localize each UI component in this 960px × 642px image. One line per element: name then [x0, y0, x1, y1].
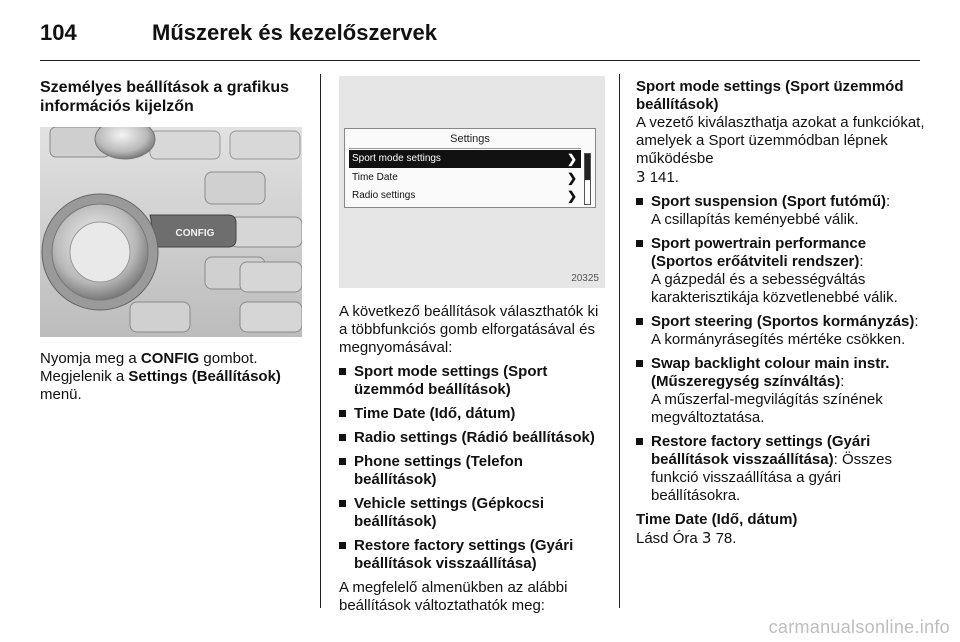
image-id: 20325	[571, 273, 599, 284]
page-ref-icon: 3	[636, 168, 646, 186]
section-heading: Személyes beállítások a grafikus információs kijelzőn	[40, 79, 290, 115]
list-item-text: Phone settings (Telefon beállítások)	[354, 453, 523, 488]
scrollbar-thumb	[585, 154, 590, 180]
bullet-square-icon	[339, 410, 346, 417]
chevron-right-icon: ❯	[566, 171, 577, 185]
column-divider-right	[619, 74, 620, 608]
menu-item-label: Time Date	[352, 172, 398, 183]
sport-intro-paragraph	[636, 114, 926, 187]
text-bold: Settings (Beállítások)	[128, 368, 281, 385]
list-item	[636, 313, 926, 349]
paragraph-settings-menu	[40, 368, 302, 404]
bullet-square-icon	[636, 318, 643, 325]
list-item-text: Restore factory settings (Gyári beállítások visszaállítása)	[354, 537, 574, 572]
menu-item-radio	[349, 187, 581, 205]
display-scrollbar	[584, 153, 591, 205]
list-item	[636, 355, 926, 427]
list-item-text: A műszerfal-megvilágítás színének megváltoztatása.	[651, 391, 883, 426]
list-item-text: Összes funkció visszaállítása a gyári beállításokra.	[651, 451, 892, 504]
list-item-title: Sport powertrain performance (Sportos erőátviteli rendszer)	[651, 235, 867, 270]
sport-options-list	[636, 193, 926, 505]
time-date-paragraph	[636, 529, 926, 548]
bullet-square-icon	[339, 500, 346, 507]
list-item-text: Sport mode settings (Sport üzemmód beállítások)	[354, 363, 548, 398]
section-heading-sport: Sport mode settings (Sport üzemmód beállítások)	[636, 78, 904, 113]
list-item	[339, 453, 605, 489]
text-run: Nyomja meg a	[40, 350, 141, 367]
paragraph-press-config	[40, 350, 302, 368]
list-item-title: Sport suspension (Sport futómű)	[651, 193, 886, 210]
page-title: Műszerek és kezelőszervek	[152, 20, 437, 45]
text-run: gombot.	[199, 350, 258, 367]
settings-display-image	[339, 76, 605, 288]
list-item-text: Time Date (Idő, dátum)	[354, 405, 516, 422]
text-run: :	[833, 451, 842, 468]
page-number: 104	[40, 20, 77, 45]
list-item	[636, 433, 926, 505]
bullet-square-icon	[339, 368, 346, 375]
text-run: Megjelenik a	[40, 368, 129, 385]
settings-list	[339, 363, 605, 573]
list-item-title: Swap backlight colour main instr. (Műszeregység színváltás)	[651, 355, 890, 390]
chevron-right-icon: ❯	[566, 189, 577, 203]
column-middle-text	[339, 303, 605, 615]
list-item-text: A gázpedál és a sebességváltás karakterisztikája közvetlenebbé válik.	[651, 271, 898, 306]
page-header	[40, 14, 920, 60]
console-photo	[40, 127, 302, 337]
text-run: :	[914, 313, 919, 330]
bullet-square-icon	[636, 360, 643, 367]
outro-paragraph: A megfelelő almenükben az alábbi beállítások változtathatók meg:	[339, 579, 568, 614]
column-right	[636, 78, 926, 548]
list-item-text: Radio settings (Rádió beállítások)	[354, 429, 595, 446]
text-run: menü.	[40, 386, 82, 403]
text-run: A vezető kiválaszthatja azokat a funkciókat, amelyek a Sport üzemmódban lépnek működésbe	[636, 114, 925, 167]
bullet-square-icon	[636, 240, 643, 247]
list-item	[339, 429, 605, 447]
text-bold: CONFIG	[140, 350, 200, 367]
list-item-title: Restore factory settings (Gyári beállítások visszaállítása)	[651, 433, 871, 468]
text-run: :	[859, 253, 864, 270]
list-item	[636, 235, 926, 307]
list-item-text: A kormányrásegítés mértéke csökken.	[651, 331, 906, 348]
text-run: :	[885, 193, 891, 210]
list-item-title: Sport steering (Sportos kormányzás)	[651, 313, 915, 330]
bullet-square-icon	[339, 434, 346, 441]
list-item-text: A csillapítás keményebbé válik.	[651, 211, 859, 228]
column-divider-left	[320, 74, 321, 608]
list-item	[339, 405, 605, 423]
list-item	[339, 537, 605, 573]
header-rule	[40, 60, 920, 61]
list-item	[339, 495, 605, 531]
menu-item-time-date	[349, 169, 581, 187]
watermark: carmanualsonline.info	[768, 617, 950, 637]
display-divider	[349, 148, 581, 149]
config-button-label: CONFIG	[175, 228, 215, 239]
column-left	[40, 78, 302, 116]
chevron-right-icon: ❯	[566, 152, 577, 166]
menu-item-label: Sport mode settings	[352, 153, 441, 164]
list-item-text: Vehicle settings (Gépkocsi beállítások)	[354, 495, 545, 530]
intro-paragraph: A következő beállítások választhatók ki a többfunkciós gomb elforgatásával és megnyomásával:	[339, 303, 599, 356]
bullet-square-icon	[636, 438, 643, 445]
page-ref-icon: 3	[701, 529, 712, 547]
bullet-square-icon	[339, 458, 346, 465]
page-ref: 78.	[711, 530, 737, 547]
console-illustration	[40, 127, 302, 337]
display-screen	[344, 128, 596, 208]
list-item	[636, 193, 926, 229]
bullet-square-icon	[636, 198, 643, 205]
display-title: Settings	[450, 133, 490, 145]
column-left-text	[40, 350, 302, 404]
menu-item-label: Radio settings	[352, 190, 416, 201]
text-run: :	[840, 373, 845, 390]
text-run: Lásd Óra	[636, 530, 702, 547]
menu-item-sport-mode	[349, 150, 581, 168]
page-ref: 141.	[645, 169, 679, 186]
bullet-square-icon	[339, 542, 346, 549]
section-heading-time-date: Time Date (Idő, dátum)	[636, 511, 798, 528]
list-item	[339, 363, 605, 399]
